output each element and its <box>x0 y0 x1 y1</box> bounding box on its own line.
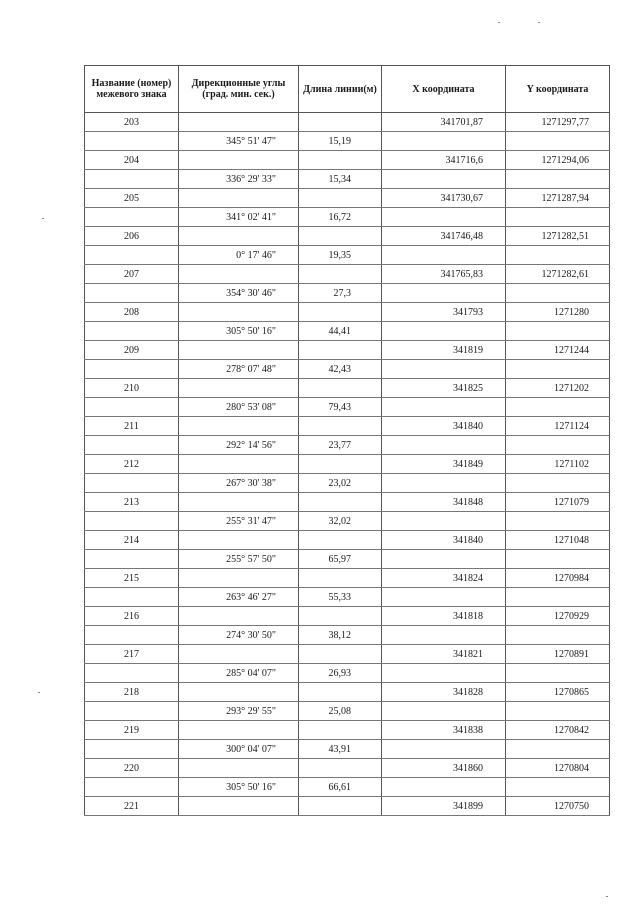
table-row-marker <box>85 455 610 474</box>
direction-angle-cell <box>179 455 299 474</box>
marker-name-cell: 215 <box>85 569 179 588</box>
table-row-marker <box>85 303 610 322</box>
table-row-segment <box>85 208 610 227</box>
x-coordinate-cell: 341818 <box>382 607 506 626</box>
direction-angle-cell <box>179 189 299 208</box>
marker-name-cell: 220 <box>85 759 179 778</box>
line-length-cell <box>299 341 382 360</box>
direction-angle-cell <box>179 265 299 284</box>
marker-name-cell: 217 <box>85 645 179 664</box>
table-row-segment <box>85 170 610 189</box>
y-coordinate-cell <box>506 360 610 379</box>
table-row-marker <box>85 151 610 170</box>
direction-angle-cell <box>179 341 299 360</box>
direction-angle-cell: 280° 53' 08" <box>179 398 299 417</box>
x-coordinate-cell <box>382 436 506 455</box>
y-coordinate-cell: 1271102 <box>506 455 610 474</box>
marker-name-cell: 211 <box>85 417 179 436</box>
line-length-cell <box>299 531 382 550</box>
header-direction-angle: Дирекционные углы (град. мин. сек.) <box>179 66 299 113</box>
table-row-segment <box>85 626 610 645</box>
table-row-marker <box>85 227 610 246</box>
line-length-cell: 79,43 <box>299 398 382 417</box>
line-length-cell: 44,41 <box>299 322 382 341</box>
table-row-marker <box>85 113 610 132</box>
x-coordinate-cell: 341821 <box>382 645 506 664</box>
marker-name-cell: 206 <box>85 227 179 246</box>
line-length-cell: 15,34 <box>299 170 382 189</box>
direction-angle-cell: 292° 14' 56" <box>179 436 299 455</box>
line-length-cell: 27,3 <box>299 284 382 303</box>
y-coordinate-cell <box>506 778 610 797</box>
y-coordinate-cell: 1271282,61 <box>506 265 610 284</box>
x-coordinate-cell <box>382 322 506 341</box>
direction-angle-cell <box>179 683 299 702</box>
table-row-segment <box>85 132 610 151</box>
x-coordinate-cell: 341824 <box>382 569 506 588</box>
line-length-cell: 38,12 <box>299 626 382 645</box>
x-coordinate-cell: 341793 <box>382 303 506 322</box>
direction-angle-cell <box>179 227 299 246</box>
y-coordinate-cell: 1270891 <box>506 645 610 664</box>
table-row-segment <box>85 322 610 341</box>
line-length-cell: 32,02 <box>299 512 382 531</box>
x-coordinate-cell: 341838 <box>382 721 506 740</box>
x-coordinate-cell <box>382 360 506 379</box>
marker-name-cell <box>85 208 179 227</box>
x-coordinate-cell <box>382 740 506 759</box>
table-row-segment <box>85 474 610 493</box>
marker-name-cell <box>85 398 179 417</box>
y-coordinate-cell <box>506 474 610 493</box>
y-coordinate-cell: 1271048 <box>506 531 610 550</box>
direction-angle-cell: 336° 29' 33" <box>179 170 299 189</box>
x-coordinate-cell <box>382 664 506 683</box>
direction-angle-cell: 255° 57' 50" <box>179 550 299 569</box>
table-row-segment <box>85 246 610 265</box>
direction-angle-cell <box>179 759 299 778</box>
table-row-marker <box>85 797 610 816</box>
marker-name-cell <box>85 322 179 341</box>
marker-name-cell <box>85 170 179 189</box>
direction-angle-cell <box>179 569 299 588</box>
table-row-marker <box>85 265 610 284</box>
y-coordinate-cell <box>506 740 610 759</box>
table-row-segment <box>85 664 610 683</box>
marker-name-cell <box>85 132 179 151</box>
y-coordinate-cell: 1270842 <box>506 721 610 740</box>
y-coordinate-cell: 1270865 <box>506 683 610 702</box>
x-coordinate-cell: 341701,87 <box>382 113 506 132</box>
marker-name-cell <box>85 702 179 721</box>
table-row-marker <box>85 379 610 398</box>
line-length-cell <box>299 417 382 436</box>
y-coordinate-cell <box>506 436 610 455</box>
direction-angle-cell: 255° 31' 47" <box>179 512 299 531</box>
y-coordinate-cell: 1271124 <box>506 417 610 436</box>
x-coordinate-cell <box>382 702 506 721</box>
table-row-marker <box>85 607 610 626</box>
line-length-cell: 23,77 <box>299 436 382 455</box>
table-row-marker <box>85 759 610 778</box>
table-row-segment <box>85 512 610 531</box>
y-coordinate-cell <box>506 398 610 417</box>
table-row-segment <box>85 360 610 379</box>
y-coordinate-cell <box>506 208 610 227</box>
marker-name-cell: 218 <box>85 683 179 702</box>
direction-angle-cell: 278° 07' 48" <box>179 360 299 379</box>
line-length-cell <box>299 379 382 398</box>
table-row-segment <box>85 740 610 759</box>
direction-angle-cell <box>179 797 299 816</box>
line-length-cell <box>299 683 382 702</box>
table-body <box>85 113 610 816</box>
direction-angle-cell <box>179 379 299 398</box>
marker-name-cell: 208 <box>85 303 179 322</box>
x-coordinate-cell: 341849 <box>382 455 506 474</box>
y-coordinate-cell <box>506 284 610 303</box>
x-coordinate-cell: 341825 <box>382 379 506 398</box>
marker-name-cell: 209 <box>85 341 179 360</box>
table-row-marker <box>85 531 610 550</box>
marker-name-cell: 214 <box>85 531 179 550</box>
x-coordinate-cell: 341746,48 <box>382 227 506 246</box>
line-length-cell <box>299 797 382 816</box>
y-coordinate-cell <box>506 246 610 265</box>
marker-name-cell: 205 <box>85 189 179 208</box>
scan-speck <box>42 218 44 219</box>
direction-angle-cell <box>179 531 299 550</box>
x-coordinate-cell: 341819 <box>382 341 506 360</box>
y-coordinate-cell <box>506 512 610 531</box>
marker-name-cell: 221 <box>85 797 179 816</box>
header-marker-name: Название (номер) межевого знака <box>85 66 179 113</box>
marker-name-cell: 219 <box>85 721 179 740</box>
y-coordinate-cell: 1271287,94 <box>506 189 610 208</box>
table-row-segment <box>85 778 610 797</box>
line-length-cell <box>299 493 382 512</box>
y-coordinate-cell <box>506 132 610 151</box>
x-coordinate-cell <box>382 398 506 417</box>
header-x-coordinate: X координата <box>382 66 506 113</box>
marker-name-cell <box>85 284 179 303</box>
line-length-cell: 55,33 <box>299 588 382 607</box>
marker-name-cell <box>85 246 179 265</box>
y-coordinate-cell: 1270929 <box>506 607 610 626</box>
direction-angle-cell <box>179 607 299 626</box>
line-length-cell: 16,72 <box>299 208 382 227</box>
table-row-segment <box>85 588 610 607</box>
x-coordinate-cell: 341840 <box>382 417 506 436</box>
marker-name-cell <box>85 778 179 797</box>
marker-name-cell <box>85 512 179 531</box>
line-length-cell <box>299 303 382 322</box>
table-row-segment <box>85 398 610 417</box>
x-coordinate-cell <box>382 284 506 303</box>
y-coordinate-cell <box>506 550 610 569</box>
marker-name-cell <box>85 588 179 607</box>
marker-name-cell <box>85 626 179 645</box>
x-coordinate-cell: 341840 <box>382 531 506 550</box>
table-row-marker <box>85 341 610 360</box>
direction-angle-cell <box>179 493 299 512</box>
direction-angle-cell: 345° 51' 47" <box>179 132 299 151</box>
y-coordinate-cell <box>506 588 610 607</box>
scan-speck <box>538 22 540 23</box>
y-coordinate-cell <box>506 322 610 341</box>
y-coordinate-cell <box>506 170 610 189</box>
x-coordinate-cell <box>382 170 506 189</box>
line-length-cell: 25,08 <box>299 702 382 721</box>
direction-angle-cell <box>179 417 299 436</box>
header-line-length: Длина линии(м) <box>299 66 382 113</box>
direction-angle-cell: 305° 50' 16" <box>179 322 299 341</box>
direction-angle-cell <box>179 303 299 322</box>
direction-angle-cell: 263° 46' 27" <box>179 588 299 607</box>
y-coordinate-cell: 1271244 <box>506 341 610 360</box>
y-coordinate-cell: 1271079 <box>506 493 610 512</box>
marker-name-cell: 204 <box>85 151 179 170</box>
table-row-marker <box>85 493 610 512</box>
direction-angle-cell <box>179 113 299 132</box>
line-length-cell <box>299 759 382 778</box>
x-coordinate-cell: 341716,6 <box>382 151 506 170</box>
marker-name-cell: 216 <box>85 607 179 626</box>
x-coordinate-cell <box>382 512 506 531</box>
line-length-cell: 23,02 <box>299 474 382 493</box>
marker-name-cell <box>85 550 179 569</box>
marker-name-cell <box>85 740 179 759</box>
x-coordinate-cell <box>382 588 506 607</box>
line-length-cell <box>299 645 382 664</box>
x-coordinate-cell: 341730,67 <box>382 189 506 208</box>
direction-angle-cell: 305° 50' 16" <box>179 778 299 797</box>
table-header-row <box>85 66 610 113</box>
x-coordinate-cell <box>382 626 506 645</box>
line-length-cell <box>299 569 382 588</box>
x-coordinate-cell <box>382 474 506 493</box>
direction-angle-cell <box>179 721 299 740</box>
table-row-marker <box>85 683 610 702</box>
table-row-marker <box>85 645 610 664</box>
x-coordinate-cell <box>382 778 506 797</box>
y-coordinate-cell: 1271297,77 <box>506 113 610 132</box>
y-coordinate-cell: 1270984 <box>506 569 610 588</box>
direction-angle-cell: 341° 02' 41" <box>179 208 299 227</box>
direction-angle-cell: 267° 30' 38" <box>179 474 299 493</box>
x-coordinate-cell: 341828 <box>382 683 506 702</box>
x-coordinate-cell <box>382 132 506 151</box>
x-coordinate-cell <box>382 550 506 569</box>
y-coordinate-cell: 1270804 <box>506 759 610 778</box>
direction-angle-cell <box>179 151 299 170</box>
marker-name-cell <box>85 436 179 455</box>
x-coordinate-cell: 341848 <box>382 493 506 512</box>
direction-angle-cell: 0° 17' 46" <box>179 246 299 265</box>
direction-angle-cell: 293° 29' 55" <box>179 702 299 721</box>
header-y-coordinate: Y координата <box>506 66 610 113</box>
y-coordinate-cell: 1271294,06 <box>506 151 610 170</box>
table-row-marker <box>85 721 610 740</box>
line-length-cell: 15,19 <box>299 132 382 151</box>
x-coordinate-cell: 341765,83 <box>382 265 506 284</box>
table-row-segment <box>85 550 610 569</box>
marker-name-cell <box>85 474 179 493</box>
marker-name-cell: 213 <box>85 493 179 512</box>
line-length-cell <box>299 455 382 474</box>
line-length-cell <box>299 265 382 284</box>
marker-name-cell: 210 <box>85 379 179 398</box>
x-coordinate-cell: 341860 <box>382 759 506 778</box>
direction-angle-cell: 285° 04' 07" <box>179 664 299 683</box>
table-row-marker <box>85 417 610 436</box>
marker-name-cell: 203 <box>85 113 179 132</box>
marker-name-cell: 207 <box>85 265 179 284</box>
marker-name-cell <box>85 664 179 683</box>
direction-angle-cell: 274° 30' 50" <box>179 626 299 645</box>
y-coordinate-cell: 1270750 <box>506 797 610 816</box>
line-length-cell <box>299 227 382 246</box>
table-row-marker <box>85 569 610 588</box>
line-length-cell <box>299 151 382 170</box>
direction-angle-cell: 354° 30' 46" <box>179 284 299 303</box>
line-length-cell: 66,61 <box>299 778 382 797</box>
table-row-marker <box>85 189 610 208</box>
line-length-cell: 42,43 <box>299 360 382 379</box>
y-coordinate-cell: 1271280 <box>506 303 610 322</box>
marker-name-cell: 212 <box>85 455 179 474</box>
direction-angle-cell <box>179 645 299 664</box>
boundary-coordinates-table <box>84 65 610 816</box>
line-length-cell: 19,35 <box>299 246 382 265</box>
marker-name-cell <box>85 360 179 379</box>
line-length-cell <box>299 113 382 132</box>
scan-speck <box>606 896 608 897</box>
line-length-cell <box>299 189 382 208</box>
y-coordinate-cell: 1271202 <box>506 379 610 398</box>
y-coordinate-cell <box>506 664 610 683</box>
x-coordinate-cell: 341899 <box>382 797 506 816</box>
scan-speck <box>38 692 40 693</box>
table-row-segment <box>85 702 610 721</box>
x-coordinate-cell <box>382 208 506 227</box>
table-row-segment <box>85 284 610 303</box>
x-coordinate-cell <box>382 246 506 265</box>
line-length-cell <box>299 721 382 740</box>
line-length-cell: 43,91 <box>299 740 382 759</box>
y-coordinate-cell: 1271282,51 <box>506 227 610 246</box>
line-length-cell <box>299 607 382 626</box>
table-row-segment <box>85 436 610 455</box>
y-coordinate-cell <box>506 702 610 721</box>
line-length-cell: 65,97 <box>299 550 382 569</box>
scan-speck <box>498 22 500 23</box>
line-length-cell: 26,93 <box>299 664 382 683</box>
y-coordinate-cell <box>506 626 610 645</box>
direction-angle-cell: 300° 04' 07" <box>179 740 299 759</box>
